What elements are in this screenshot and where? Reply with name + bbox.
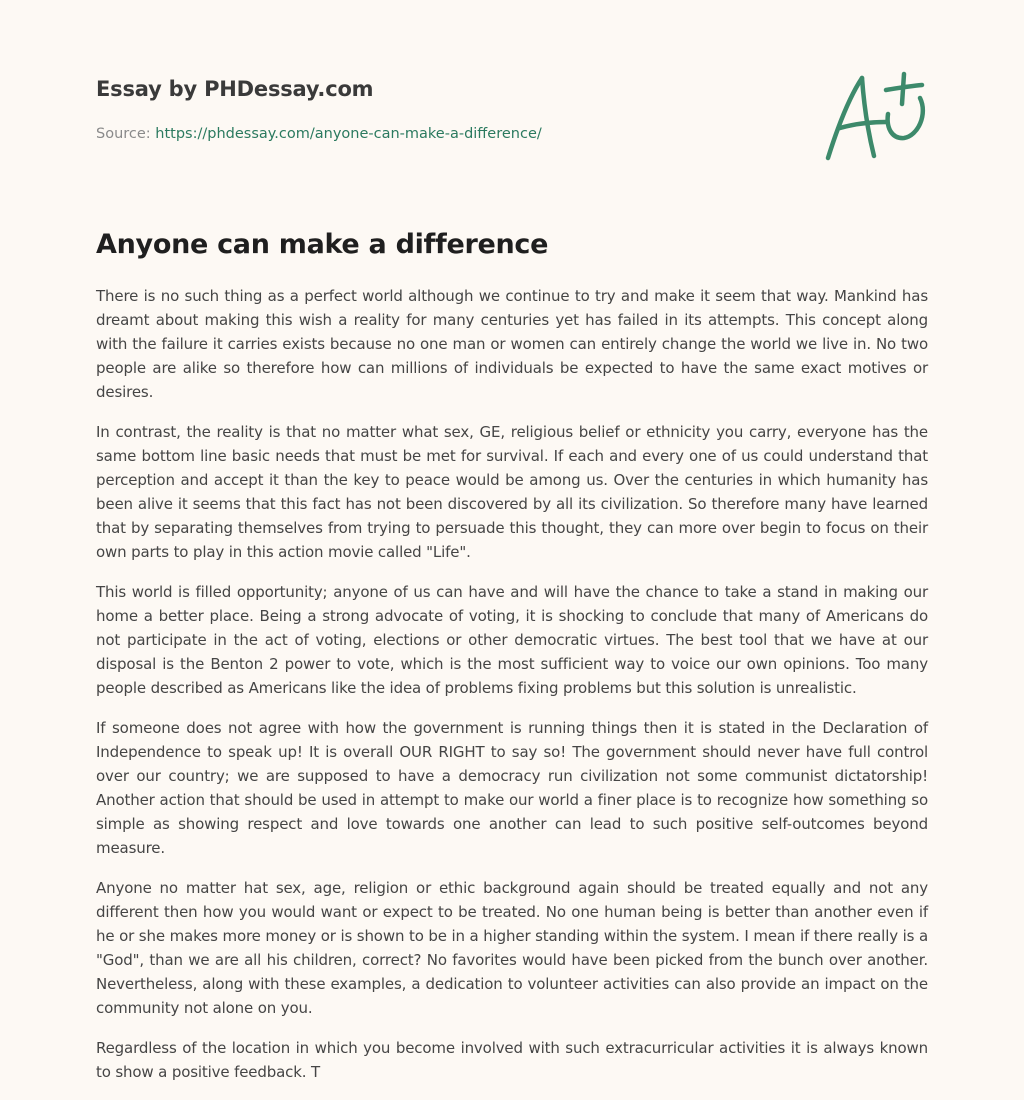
essay-paragraph: This world is filled opportunity; anyone of us can have and will have the chance to take a stand in making our home a better place. Being a strong advocate of voting, it is shocking to conclude that many of Americans do not participate in the act of voting, elections or other democratic virtues. The best tool that we have at our disposal is the Benton 2 power to vote, which is the most sufficient way to voice our own opinions. Too many people described as Americans like the idea of problems fixing problems but this solution is unrealistic. xyxy=(96,583,928,697)
essay-body xyxy=(96,284,928,1100)
site-title: Essay by PHDessay.com xyxy=(96,77,374,101)
a-plus-grade-icon xyxy=(818,66,934,166)
essay-paragraph: Anyone no matter hat sex, age, religion or ethic background again should be treated equally and not any different then how you would want or expect to be treated. No one human being is better than another even if he or she makes more money or is shown to be in a higher standing within the system. I mean if there really is a "God", than we are all his children, correct? No favorites would have been picked from the bunch over another. Nevertheless, along with these examples, a dedication to volunteer activities can also provide an impact on the community not alone on you. xyxy=(96,879,928,1017)
source-link[interactable]: https://phdessay.com/anyone-can-make-a-difference/ xyxy=(155,126,542,142)
source-label: Source: xyxy=(96,126,151,142)
essay-paragraph: In contrast, the reality is that no matter what sex, GE, religious belief or ethnicity you carry, everyone has the same bottom line basic needs that must be met for survival. If each and every one of us could understand that perception and accept it than the key to peace would be among us. Over the centuries in which humanity has been alive it seems that this fact has not been discovered by all its civilization. So therefore many have learned that by separating themselves from trying to persuade this thought, they can more over begin to focus on their own parts to play in this action movie called "Life". xyxy=(96,423,928,561)
page-header xyxy=(96,74,796,144)
source-line xyxy=(96,124,796,144)
essay-paragraph: Regardless of the location in which you become involved with such extracurricular activities it is always known to show a positive feedback. T xyxy=(96,1039,928,1081)
essay-title: Anyone can make a difference xyxy=(96,229,549,260)
essay-paragraph: There is no such thing as a perfect world although we continue to try and make it seem that way. Mankind has dreamt about making this wish a reality for many centuries yet has failed in its attempts. This concept along with the failure it carries exists because no one man or women can entirely change the world we live in. No two people are alike so therefore how can millions of individuals be expected to have the same exact motives or desires. xyxy=(96,287,928,401)
essay-paragraph: If someone does not agree with how the government is running things then it is stated in the Declaration of Independence to speak up! It is overall OUR RIGHT to say so! The government should never have full control over our country; we are supposed to have a democracy run civilization not some communist dictatorship! Another action that should be used in attempt to make our world a finer place is to recognize how something so simple as showing respect and love towards one another can lead to such positive self-outcomes beyond measure. xyxy=(96,719,928,857)
a-plus-logo-svg xyxy=(818,66,934,166)
